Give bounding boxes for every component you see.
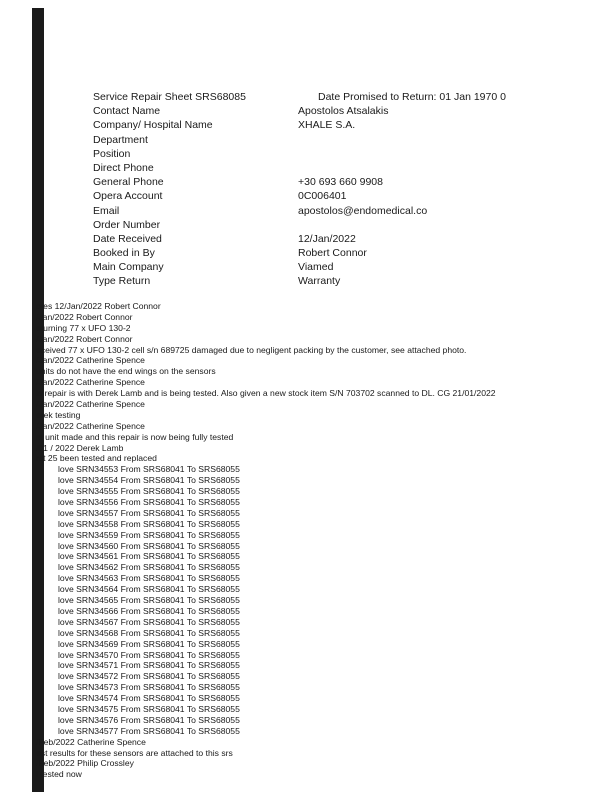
note-line: love SRN34567 From SRS68041 To SRS68055 [58, 616, 240, 627]
note-line: /Feb/2022 Catherine Spence [36, 736, 146, 747]
field-value: Robert Connor [298, 247, 367, 260]
field-label: Type Return [93, 275, 151, 288]
note-line: love SRN34577 From SRS68041 To SRS68055 [58, 725, 240, 736]
note-line: est results for these sensors are attached to this srs [36, 747, 233, 758]
note-line: is repair is with Derek Lamb and is being tested. Also given a new stock item S/N 703702 scanned to DL. CG 21/01/2022 [36, 388, 496, 399]
field-label: Opera Account [93, 190, 163, 203]
note-line: love SRN34575 From SRS68041 To SRS68055 [58, 703, 240, 714]
field-label: Booked in By [93, 247, 155, 260]
field-value: Viamed [298, 261, 334, 274]
note-line: units do not have the end wings on the sensors [36, 366, 216, 377]
date-promised: Date Promised to Return: 01 Jan 1970 0 [318, 91, 506, 103]
note-line: eturning 77 x UFO 130-2 [36, 322, 131, 333]
field-label: Date Received [93, 232, 162, 245]
note-line: love SRN34555 From SRS68041 To SRS68055 [58, 486, 240, 497]
field-label: Department [93, 133, 148, 146]
note-line: /Jan/2022 Catherine Spence [36, 377, 145, 388]
note-line: love SRN34569 From SRS68041 To SRS68055 [58, 638, 240, 649]
note-line: love SRN34562 From SRS68041 To SRS68055 [58, 562, 240, 573]
field-value: XHALE S.A. [298, 119, 356, 132]
note-line: love SRN34565 From SRS68041 To SRS68055 [58, 595, 240, 606]
field-value: +30 693 660 9908 [298, 176, 383, 189]
note-line: love SRN34576 From SRS68041 To SRS68055 [58, 714, 240, 725]
note-line: /Jan/2022 Robert Connor [36, 311, 133, 322]
note-line: love SRN34573 From SRS68041 To SRS68055 [58, 682, 240, 693]
field-label: Order Number [93, 218, 161, 231]
note-line: love SRN34570 From SRS68041 To SRS68055 [58, 649, 240, 660]
field-value: Warranty [298, 275, 341, 288]
note-line: st unit made and this repair is now being fully tested [36, 431, 234, 442]
note-line: /01 / 2022 Derek Lamb [36, 442, 124, 453]
notes-section [36, 301, 606, 780]
field-label: Contact Name [93, 105, 161, 118]
field-value: 0C006401 [298, 190, 347, 203]
field-value: Apostolos Atsalakis [298, 105, 389, 118]
note-line: love SRN34553 From SRS68041 To SRS68055 [58, 464, 240, 475]
field-label: General Phone [93, 176, 164, 189]
field-label: Main Company [93, 261, 164, 274]
sheet-title: Service Repair Sheet SRS68085 [93, 91, 246, 103]
note-line: love SRN34572 From SRS68041 To SRS68055 [58, 671, 240, 682]
note-line: love SRN34571 From SRS68041 To SRS68055 [58, 660, 240, 671]
note-line: love SRN34556 From SRS68041 To SRS68055 [58, 497, 240, 508]
note-line: /Jan/2022 Catherine Spence [36, 420, 145, 431]
field-value: 12/Jan/2022 [298, 232, 356, 245]
note-line: eceived 77 x UFO 130-2 cell s/n 689725 damaged due to negligent packing by the customer, see attached photo. [36, 344, 467, 355]
field-value: apostolos@endomedical.co [298, 204, 428, 217]
note-line: l tested now [36, 769, 82, 780]
note-line: love SRN34574 From SRS68041 To SRS68055 [58, 693, 240, 704]
note-line: love SRN34559 From SRS68041 To SRS68055 [58, 529, 240, 540]
field-label: Email [93, 204, 120, 217]
note-line: love SRN34558 From SRS68041 To SRS68055 [58, 518, 240, 529]
note-line: erek testing [36, 409, 81, 420]
note-line: love SRN34560 From SRS68041 To SRS68055 [58, 540, 240, 551]
note-line: /Jan/2022 Catherine Spence [36, 355, 145, 366]
note-line: love SRN34563 From SRS68041 To SRS68055 [58, 573, 240, 584]
note-line: love SRN34557 From SRS68041 To SRS68055 [58, 507, 240, 518]
field-label: Company/ Hospital Name [93, 119, 213, 132]
note-line: love SRN34554 From SRS68041 To SRS68055 [58, 475, 240, 486]
field-label: Direct Phone [93, 161, 154, 174]
note-line: love SRN34568 From SRS68041 To SRS68055 [58, 627, 240, 638]
note-line: love SRN34561 From SRS68041 To SRS68055 [58, 551, 240, 562]
note-line: /Jan/2022 Robert Connor [36, 333, 133, 344]
note-line: love SRN34566 From SRS68041 To SRS68055 [58, 605, 240, 616]
note-line: otes 12/Jan/2022 Robert Connor [36, 301, 161, 311]
field-label: Position [93, 147, 131, 160]
note-line: /Feb/2022 Philip Crossley [36, 758, 134, 769]
note-line: rst 25 been tested and replaced [36, 453, 157, 464]
note-line: love SRN34564 From SRS68041 To SRS68055 [58, 584, 240, 595]
note-line: /Jan/2022 Catherine Spence [36, 399, 145, 410]
